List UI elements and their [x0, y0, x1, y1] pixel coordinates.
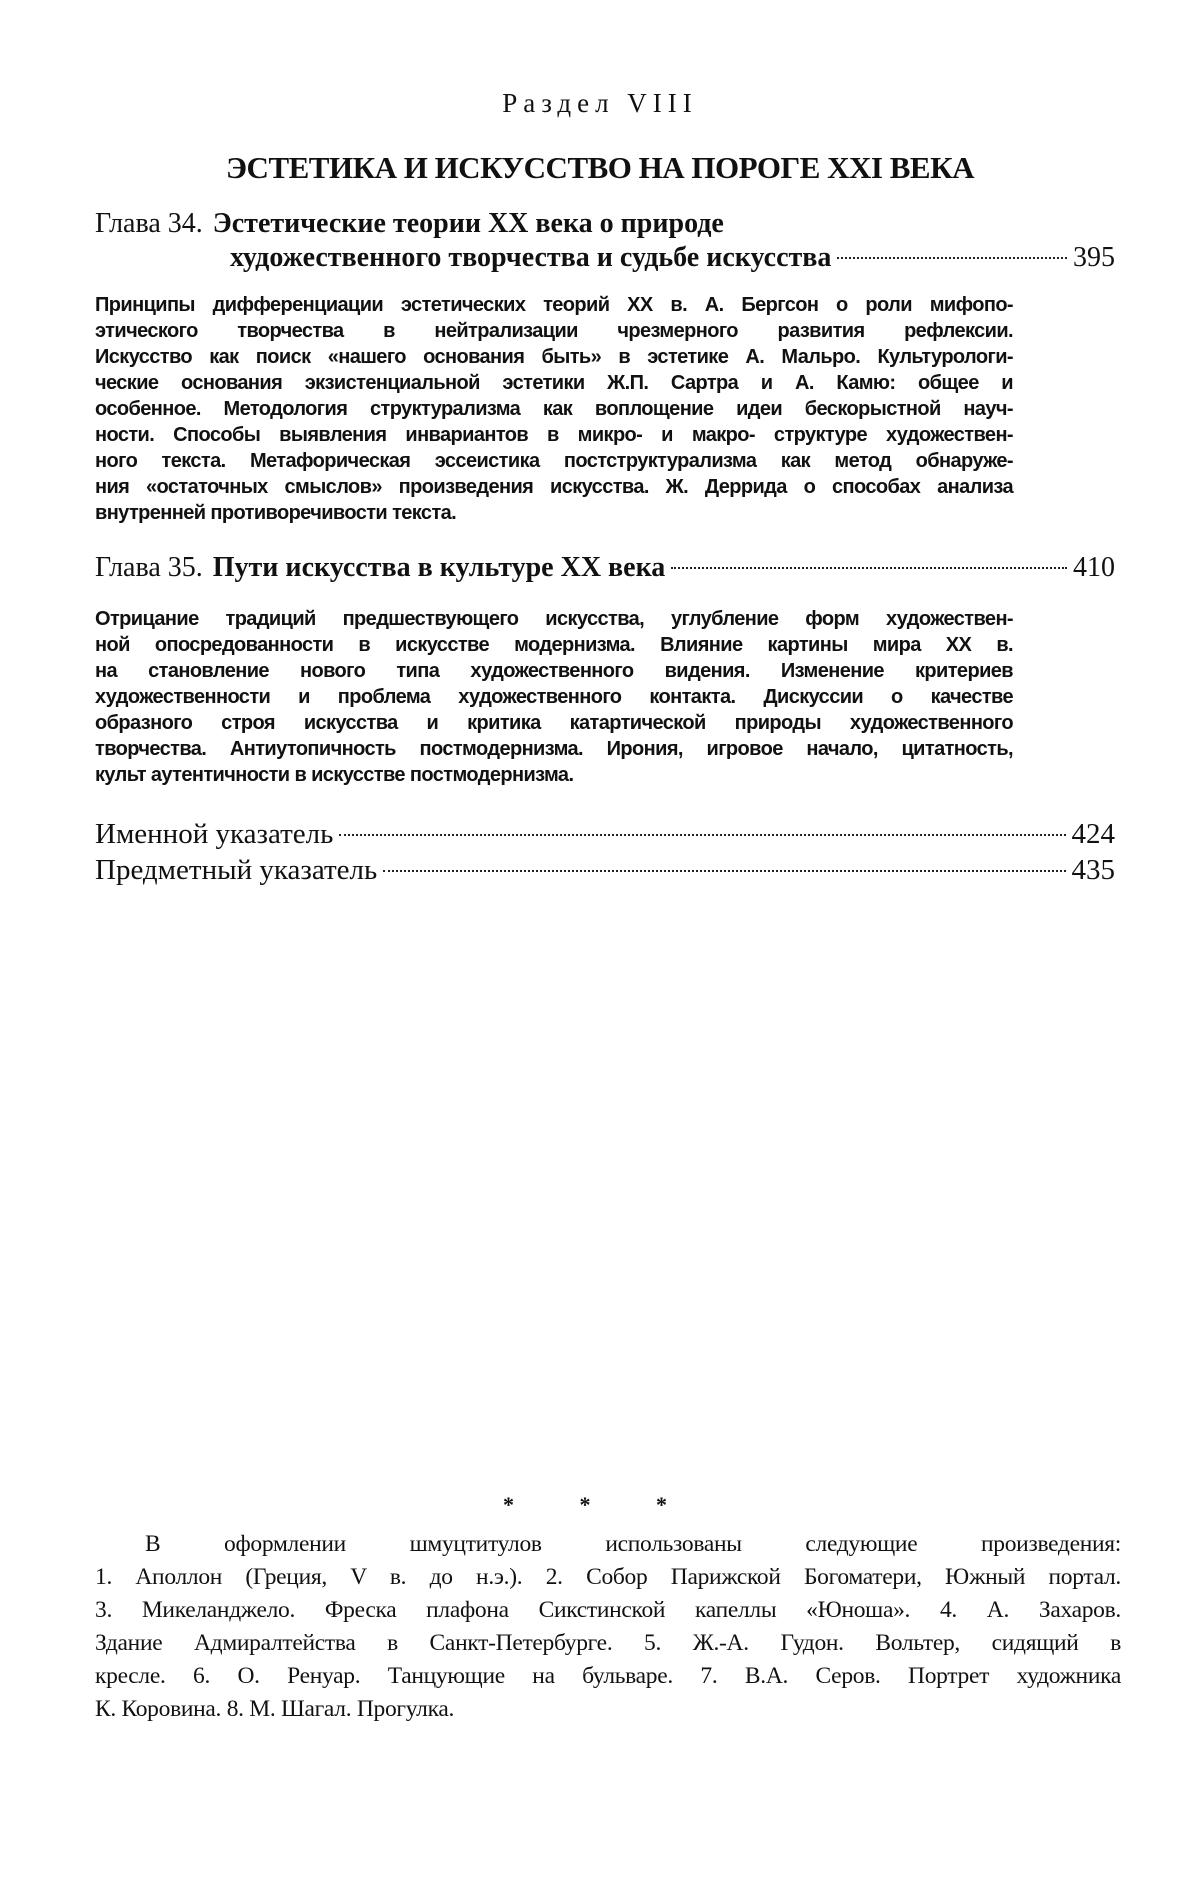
section-separator: * * * [503, 1492, 697, 1517]
credits-line: К. Коровина. 8. М. Шагал. Прогулка. [95, 1696, 455, 1722]
credits-line: кресле. 6. О. Ренуар. Танцующие на бульваре. 7. В.А. Серов. Портрет художника [95, 1663, 1121, 1689]
index-label: Предметный указатель [95, 854, 378, 886]
index-page-number: 435 [1071, 854, 1115, 886]
chapter-title-line1: Пути искусства в культуре XX века [212, 552, 666, 583]
summary-line: Принципы дифференциации эстетических теорий XX в. А. Бергсон о роли мифопо- [95, 294, 1013, 316]
summary-line: ния «остаточных смыслов» произведения искусства. Ж. Деррида о способах анализа [95, 476, 1013, 498]
dot-leader [339, 834, 1065, 836]
chapter-title-line2: художественного творчества и судьбе искусства [230, 242, 832, 273]
summary-line: ного текста. Метафорическая эссеистика постструктурализма как метод обнаруже- [95, 450, 1013, 472]
chapter-34-heading[interactable] [95, 208, 1115, 274]
chapter-number: Глава 34. [95, 208, 203, 239]
section-label: Раздел VIII [502, 88, 698, 118]
summary-line: Отрицание традиций предшествующего искусства, углубление форм художествен- [95, 608, 1013, 630]
index-label: Именной указатель [95, 818, 334, 850]
summary-line: на становление нового типа художественного видения. Изменение критериев [95, 660, 1013, 682]
summary-line: Искусство как поиск «нашего основания быть» в эстетике А. Мальро. Культурологи- [95, 346, 1013, 368]
chapter-page-number: 410 [1073, 552, 1115, 583]
chapter-34-summary [95, 292, 1013, 526]
summary-line: культ аутентичности в искусстве постмодернизма. [95, 764, 574, 786]
credits-line: Здание Адмиралтейства в Санкт-Петербурге. 5. Ж.-А. Гудон. Вольтер, сидящий в [95, 1630, 1121, 1656]
dot-leader [837, 257, 1067, 259]
credits-line: В оформлении шмуцтитулов использованы следующие произведения: [145, 1531, 1121, 1557]
credits-line: 1. Аполлон (Греция, V в. до н.э.). 2. Собор Парижской Богоматери, Южный портал. [95, 1564, 1121, 1590]
index-page-number: 424 [1071, 818, 1115, 850]
credits-line: 3. Микеланджело. Фреска плафона Сикстинской капеллы «Юноша». 4. А. Захаров. [95, 1597, 1121, 1623]
section-title: ЭСТЕТИКА И ИСКУССТВО НА ПОРОГЕ XXI ВЕКА [226, 150, 974, 185]
chapter-number: Глава 35. [95, 552, 203, 583]
index-entry-subjects[interactable] [95, 854, 1115, 887]
chapter-35-summary [95, 606, 1013, 788]
chapter-page-number: 395 [1073, 242, 1115, 273]
summary-line: внутренней противоречивости текста. [95, 502, 457, 524]
summary-line: художественности и проблема художественного контакта. Дискуссии о качестве [95, 686, 1013, 708]
summary-line: особенное. Методология структурализма как воплощение идеи бескорыстной науч- [95, 398, 1013, 420]
chapter-35-heading[interactable] [95, 552, 1115, 584]
dot-leader [671, 567, 1067, 569]
summary-line: этического творчества в нейтрализации чрезмерного развития рефлексии. [95, 320, 1013, 342]
index-entry-names[interactable] [95, 818, 1115, 851]
summary-line: ности. Способы выявления инвариантов в микро- и макро- структуре художествен- [95, 424, 1013, 446]
summary-line: ческие основания экзистенциальной эстетики Ж.П. Сартра и А. Камю: общее и [95, 372, 1013, 394]
illustration-credits [95, 1528, 1121, 1726]
summary-line: образного строя искусства и критика катартической природы художественного [95, 712, 1013, 734]
summary-line: творчества. Антиутопичность постмодернизма. Ирония, игровое начало, цитатность, [95, 738, 1013, 760]
chapter-title-line1: Эстетические теории XX века о природе [212, 208, 724, 239]
dot-leader [383, 870, 1065, 872]
summary-line: ной опосредованности в искусстве модернизма. Влияние картины мира XX в. [95, 634, 1013, 656]
